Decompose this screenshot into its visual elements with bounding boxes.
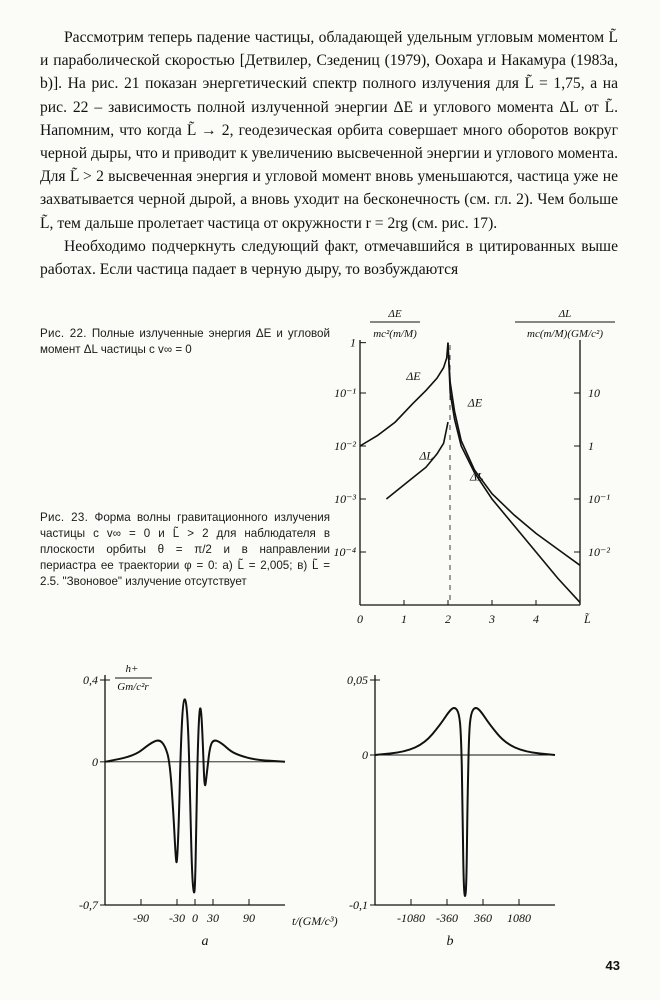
- figure-22-chart: [330, 305, 630, 635]
- fig23b-y-tick-label: 0: [362, 748, 368, 762]
- figure-23-text: Форма волны гравитационного излучения частицы с v∞ = 0 и L̃ > 2 для наблюдателя в плоскости орбиты θ = π/2 и в направлении периастра ее траектории φ = 0: а) L̃ = 2,005; в) L̃ = 2.5. "Звоновое" излучение отсутствует: [40, 511, 330, 588]
- fig23a-ylabel-sub: Gm/c²r: [117, 681, 149, 693]
- fig22-series-delta-E-2: [448, 343, 580, 603]
- fig23a-x-tick-label: 0: [192, 911, 198, 925]
- fig22-right-tick-label: 10⁻¹: [588, 492, 610, 506]
- fig23a-x-tick-label: -90: [133, 911, 149, 925]
- fig22-left-tick-label: 10⁻¹: [334, 386, 356, 400]
- fig23a-x-tick-label: -30: [169, 911, 185, 925]
- fig23b-x-tick-label: 1080: [507, 911, 531, 925]
- fig22-x-tick-label: 3: [489, 612, 495, 626]
- figure-23-label: Рис. 23.: [40, 511, 89, 524]
- paragraph-2: Необходимо подчеркнуть следующий факт, отмечавшийся в цитированных выше работах. Если частица падает в черную дыру, то возбуждаются: [40, 237, 618, 279]
- fig22-xlabel: L̃: [584, 612, 591, 626]
- fig22-series-label: ΔE: [467, 395, 483, 410]
- fig22-series-label: ΔL: [470, 469, 484, 484]
- fig23b-x-tick-label: -360: [436, 911, 458, 925]
- figure-22-caption: [40, 326, 330, 358]
- body-text: [40, 26, 618, 281]
- fig22-x-tick-label: 4: [533, 612, 539, 626]
- fig23a-y-tick-label: 0: [92, 754, 98, 769]
- fig23a-y-tick-label: 0,4: [83, 673, 98, 687]
- fig23a-panel-label: a: [201, 934, 209, 949]
- fig23b-x-tick-label: -1080: [397, 911, 425, 925]
- fig22-series-label: ΔE: [406, 368, 421, 383]
- fig22-series-delta-L-3: [448, 348, 580, 565]
- fig22-x-tick-label: 1: [401, 612, 407, 626]
- fig22-series-delta-E-0: [360, 343, 448, 446]
- fig22-left-ylabel-num: ΔE: [388, 308, 402, 320]
- fig22-left-tick-label: 10⁻²: [334, 439, 356, 453]
- fig22-left-tick-label: 10⁻⁴: [333, 545, 356, 559]
- figure-23-caption: [40, 510, 330, 590]
- fig22-x-tick-label: 0: [357, 612, 363, 626]
- fig23a-x-tick-label: 90: [243, 911, 255, 925]
- fig23a-xlabel: t/(GM/c³): [292, 914, 338, 928]
- fig22-right-ylabel-den: mc(m/M)(GM/c²): [527, 328, 603, 340]
- fig23b-y-tick-label: -0,1: [349, 898, 368, 912]
- fig22-right-tick-label: 10: [588, 386, 600, 400]
- fig22-x-tick-label: 2: [445, 612, 451, 626]
- fig22-left-ylabel-den: mc²(m/M): [373, 328, 417, 340]
- fig23a-waveform: [105, 699, 285, 892]
- fig22-right-tick-label: 1: [588, 439, 594, 453]
- figure-22-label: Рис. 22.: [40, 327, 87, 340]
- fig23b-y-tick-label: 0,05: [347, 673, 368, 687]
- figure-22-text: Полные излученные энергия ΔE и угловой момент ΔL частицы с v∞ = 0: [40, 327, 330, 356]
- fig23b-waveform: [375, 708, 555, 896]
- fig22-right-tick-label: 10⁻²: [588, 545, 610, 559]
- figure-23a-chart: [60, 660, 340, 960]
- fig22-series-label: ΔL: [419, 448, 434, 463]
- fig22-series-delta-L-1: [386, 422, 448, 499]
- page-number: 43: [605, 958, 620, 973]
- fig23b-panel-label: b: [446, 934, 454, 949]
- fig22-left-tick-label: 10⁻³: [334, 492, 356, 506]
- fig23a-ylabel: h+: [125, 663, 139, 675]
- fig23a-x-tick-label: 30: [207, 911, 219, 925]
- fig22-right-ylabel-num: ΔL: [558, 308, 572, 320]
- fig22-left-tick-label: 1: [350, 335, 356, 350]
- fig23b-x-tick-label: 360: [474, 911, 492, 925]
- fig23a-y-tick-label: -0,7: [79, 898, 98, 912]
- paragraph-1: Рассмотрим теперь падение частицы, обладающей удельным угловым моментом L̃ и параболической скоростью [Детвилер, Сзедениц (1979), Оохара и Накамура (1983а, b)]. На рис. 21 показан энергетический спектр полного излучения для L̃ = 1,75, а на рис. 22 – зависимость полной излученной энергии ΔE и углового момента ΔL от L̃. Напомним, что когда L̃ → 2, геодезическая орбита совершает много оборотов вокруг черной дыры, что и приводит к увеличению высвеченной энергии и углового момента. Для L̃ > 2 высвеченная энергия и угловой момент вновь уменьшаются, частица уже не захватывается черной дырой, а вновь уходит на бесконечность (см. гл. 2). Чем больше L̃, тем дальше пролетает частица от окружности r = 2rg (см. рис. 17).: [40, 29, 618, 232]
- figure-23b-chart: [320, 660, 570, 960]
